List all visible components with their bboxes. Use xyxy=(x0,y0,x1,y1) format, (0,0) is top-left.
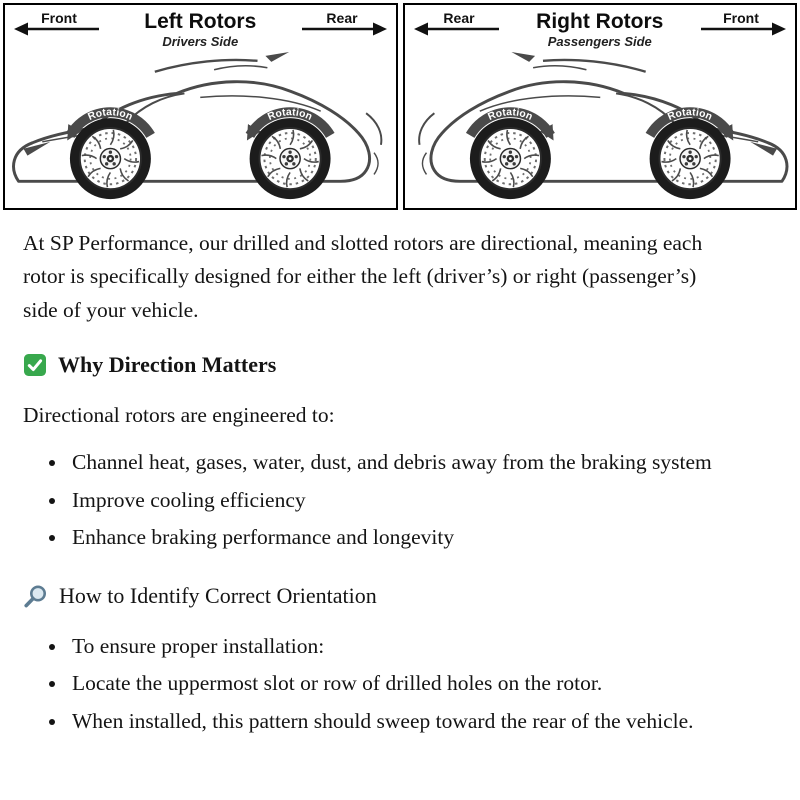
right-panel-header xyxy=(413,10,788,49)
panel-title: Left Rotors xyxy=(144,10,257,33)
front-label: Front xyxy=(41,10,77,26)
left-arrowhead-icon xyxy=(414,23,428,36)
car-side-view-left xyxy=(5,50,396,206)
bullet-item: • When installed, this pattern should sweep toward the rear of the vehicle. xyxy=(68,705,735,737)
bullet-item: • Locate the uppermost slot or row of drilled holes on the rotor. xyxy=(68,667,735,699)
heading-text: Why Direction Matters xyxy=(58,351,277,377)
panel-subtitle: Drivers Side xyxy=(162,34,239,50)
bullet-item: • To ensure proper installation: xyxy=(68,630,735,662)
identify-bullet-list xyxy=(23,630,735,737)
right-panel-title-block xyxy=(536,11,663,49)
rotation-label-front: Rotation xyxy=(665,106,714,123)
right-rotors-panel xyxy=(403,3,798,210)
left-rotors-panel xyxy=(3,3,398,210)
rotation-label-rear: Rotation xyxy=(485,106,535,123)
right-arrowhead-icon xyxy=(373,23,387,36)
car-side-view-right xyxy=(405,50,796,206)
article-body xyxy=(0,210,760,737)
rotor-direction-diagram xyxy=(0,0,800,210)
front-direction-arrow xyxy=(13,10,101,36)
why-bullet-list xyxy=(23,446,735,553)
check-icon xyxy=(23,353,47,377)
rear-direction-arrow xyxy=(300,10,388,36)
front-label: Front xyxy=(723,10,759,26)
rotation-label-rear: Rotation xyxy=(265,106,315,123)
rear-label: Rear xyxy=(325,10,358,26)
left-arrowhead-icon xyxy=(14,23,28,36)
left-panel-title-block xyxy=(144,11,256,49)
bullet-item: • Improve cooling efficiency xyxy=(68,484,735,516)
panel-subtitle: Passengers Side xyxy=(547,34,652,50)
bullet-item: • Enhance braking performance and longevity xyxy=(68,521,735,553)
left-panel-header xyxy=(13,10,388,49)
intro-paragraph: At SP Performance, our drilled and slotted rotors are directional, meaning each rotor is specifically designed for either the left (driver’s) or right (passenger’s) side of your vehicle. xyxy=(23,231,703,322)
right-arrowhead-icon xyxy=(772,23,786,36)
magnifier-icon xyxy=(23,584,48,609)
heading-text: How to Identify Correct Orientation xyxy=(59,583,377,608)
bullet-item: • Channel heat, gases, water, dust, and debris away from the braking system xyxy=(68,446,735,478)
why-lead: Directional rotors are engineered to: xyxy=(23,402,335,427)
panel-title: Right Rotors xyxy=(536,10,664,33)
rear-label: Rear xyxy=(442,10,475,26)
front-direction-arrow xyxy=(699,10,787,36)
why-direction-heading xyxy=(23,352,735,378)
rear-direction-arrow xyxy=(413,10,501,36)
identify-orientation-heading xyxy=(23,583,735,609)
rotation-label-front: Rotation xyxy=(86,106,135,123)
